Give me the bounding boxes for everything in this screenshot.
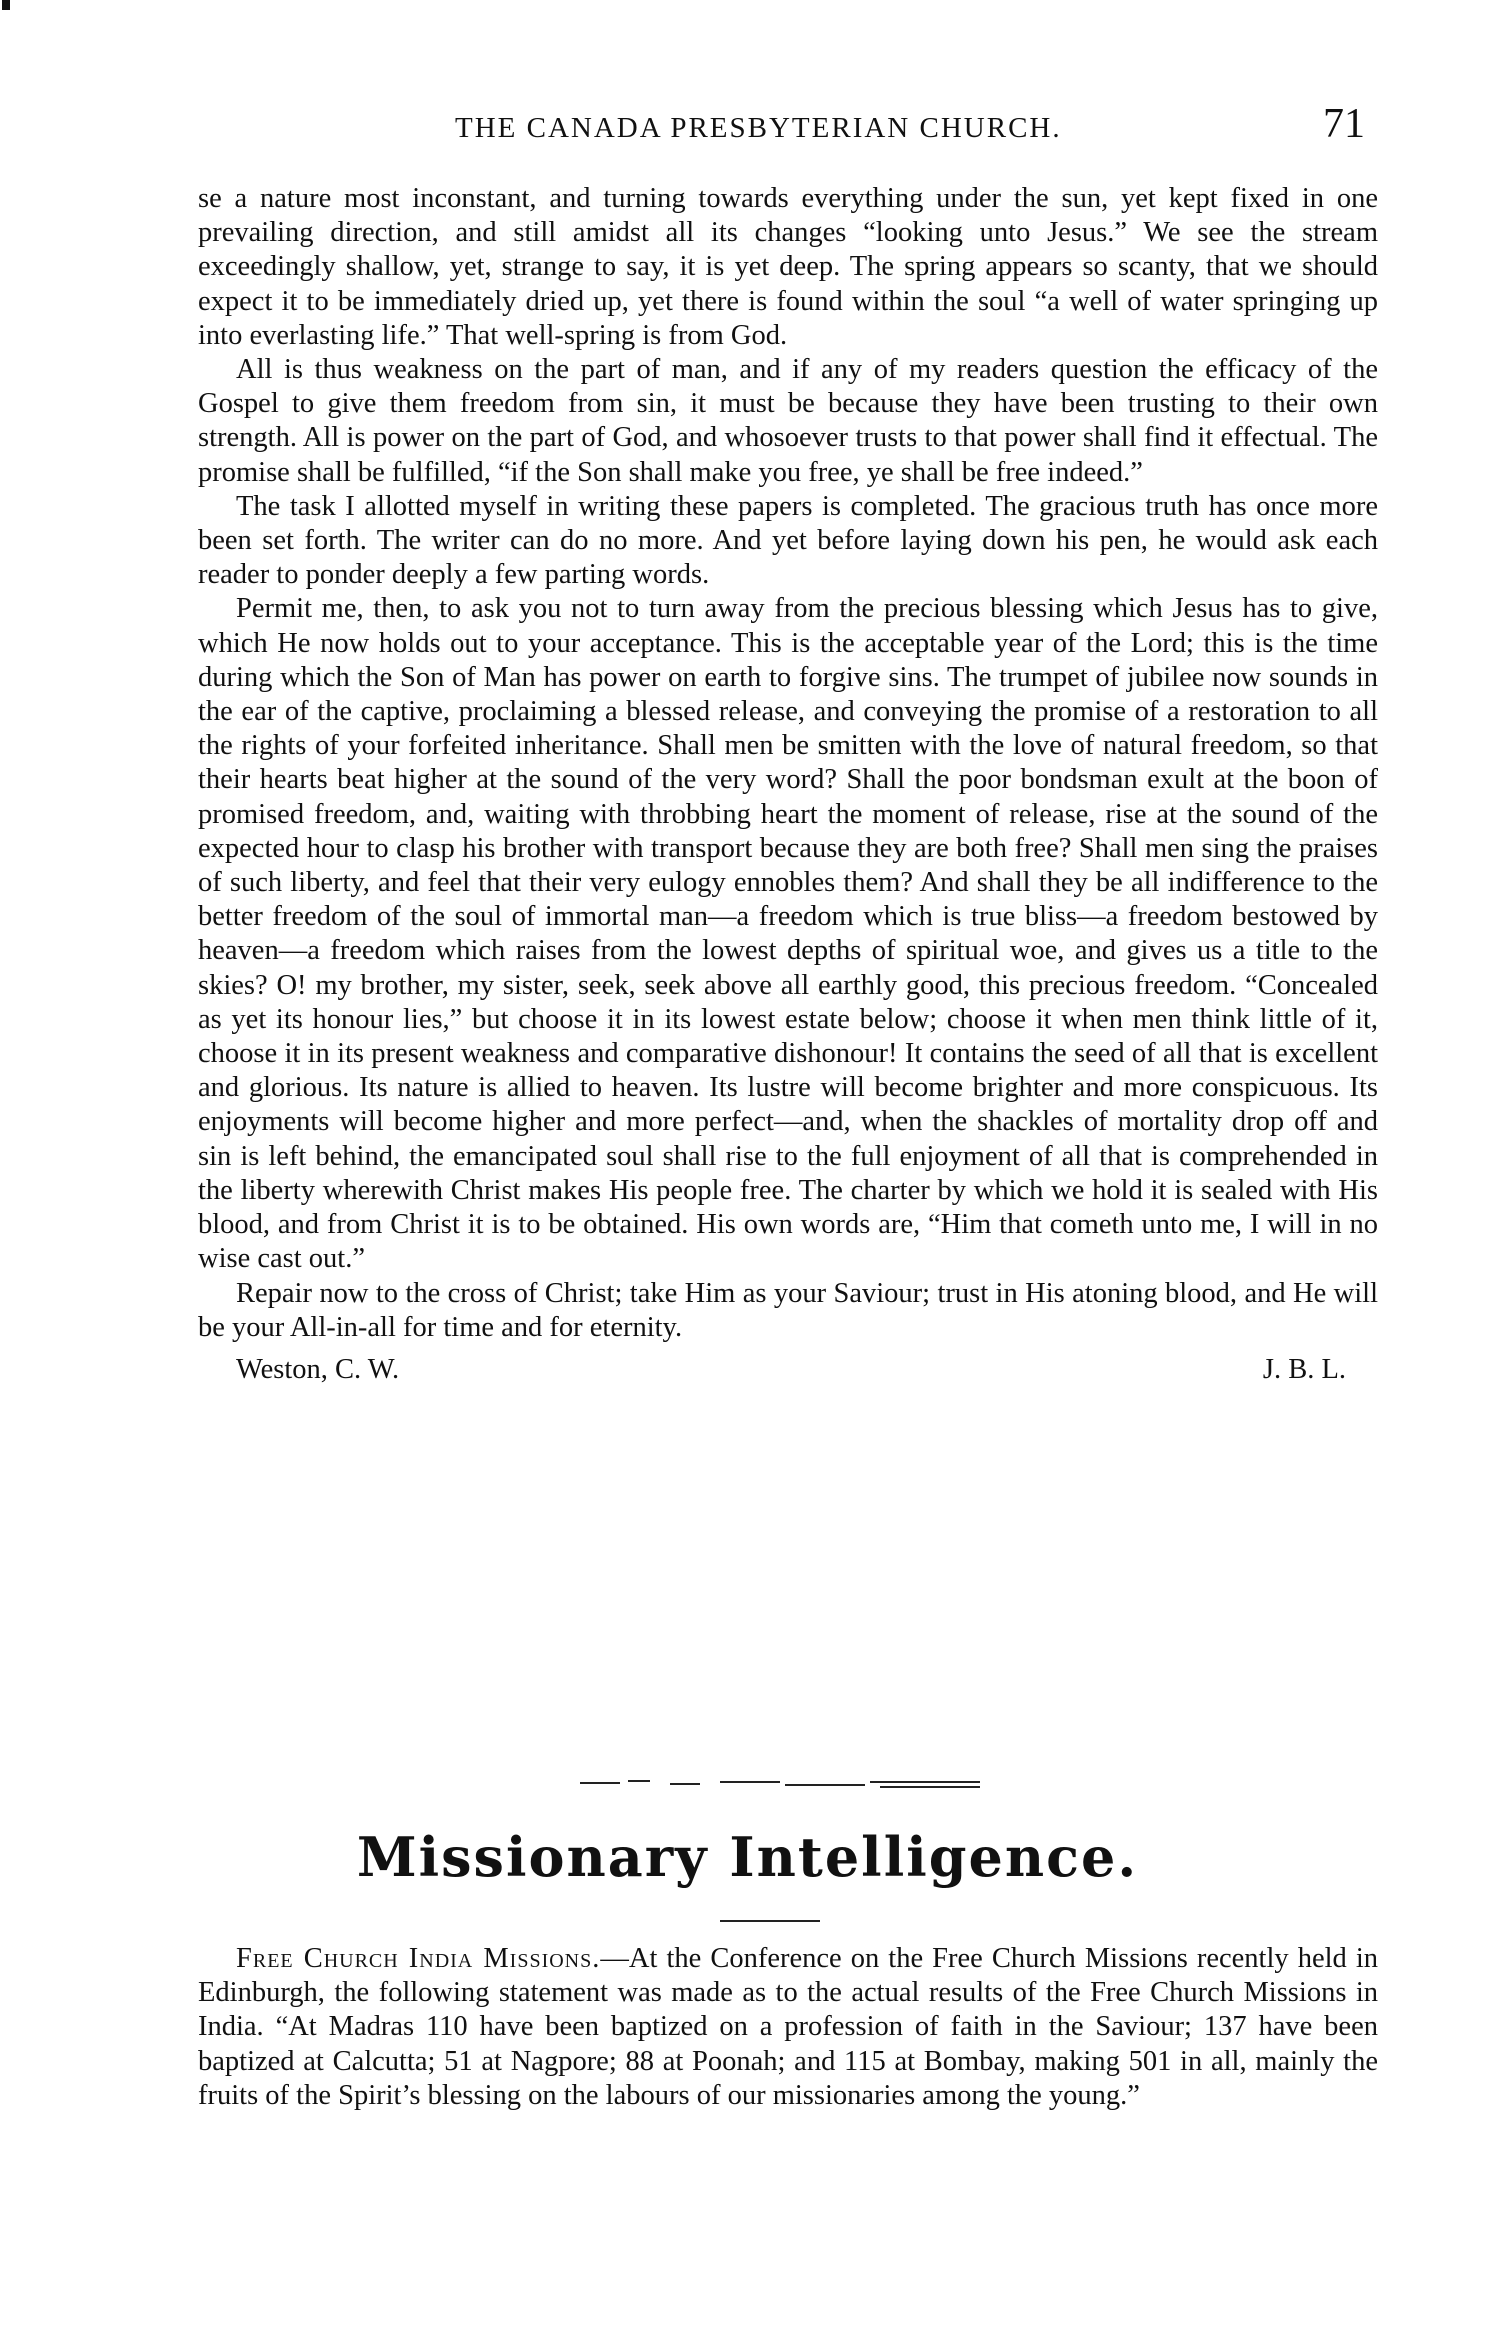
- paragraph: All is thus weakness on the part of man, and if any of my readers question the efficacy of the Gospel to give them freedom from sin, it must be because they have been trusting to their own strength. All is power on the part of God, and whosoever trusts to that power shall find it effectual. The promise shall be fulfilled, “if the Son shall make you free, ye shall be free indeed.”: [198, 354, 1378, 488]
- news-lead: Free Church India Missions.: [236, 1943, 601, 1974]
- divider-dash: [720, 1781, 780, 1783]
- signature-place: Weston, C. W.: [236, 1353, 400, 1385]
- divider-dash: [880, 1786, 980, 1788]
- signature-row: [198, 1353, 1378, 1387]
- divider-dash: [785, 1784, 865, 1786]
- signature-initials: J. B. L.: [1262, 1353, 1346, 1385]
- paragraph: The task I allotted myself in writing these papers is completed. The gracious truth has once more been set forth. The writer can do no more. And yet before laying down his pen, he would ask each reader to ponder deeply a few parting words.: [198, 490, 1378, 591]
- news-paragraph: [198, 1942, 1378, 2113]
- paragraph: Permit me, then, to ask you not to turn away from the precious blessing which Jesus has to give, which He now holds out to your acceptance. This is the acceptable year of the Lord; this is the time during which the Son of Man has power on earth to forgive sins. The trumpet of jubilee now sounds in the ear of the captive, proclaiming a blessed release, and conveying the promise of a restoration to all the rights of your forfeited inheritance. Shall men be smitten with the love of natural freedom, so that their hearts beat higher at the sound of the very word? Shall the poor bondsman exult at the boon of promised freedom, and, waiting with throbbing heart the moment of release, rise at the sound of the expected hour to clasp his brother with transport because they are both free? Shall men sing the praises of such liberty, and feel that their very eulogy ennobles them? And shall they be all indifference to the better freedom of the soul of immortal man—a freedom which is true bliss—a freedom bestowed by heaven—a freedom which raises from the lowest depths of spiritual woe, and gives us a title to the skies? O! my brother, my sister, seek, seek above all earthly good, this precious freedom. “Concealed as yet its honour lies,” but choose it in its lowest estate below; choose it when men think little of it, choose it in its present weakness and comparative dishonour! It contains the seed of all that is excellent and glorious. Its nature is allied to heaven. Its lustre will become brighter and more conspicuous. Its enjoyments will become higher and more perfect—and, when the shackles of mortality drop off and sin is left behind, the emancipated soul shall rise to the full enjoyment of all that is comprehended in the liberty wherewith Christ makes His people free. The charter by which we hold it is sealed with His blood, and from Christ it is to be obtained. His own words are, “Him that cometh unto me, I will in no wise cast out.”: [198, 593, 1378, 1275]
- divider-dash: [580, 1782, 620, 1784]
- divider-dash: [870, 1781, 980, 1783]
- divider-dash: [628, 1780, 650, 1782]
- news-body: —At the Conference on the Free Church Missions recently held in Edinburgh, the following statement was made as to the actual results of the Free Church Missions in India. “At Madras 110 have been baptized on a profession of faith in the Saviour; 137 have been baptized at Calcutta; 51 at Nagpore; 88 at Poonah; and 115 at Bombay, making 501 in all, mainly the fruits of the Spirit’s blessing on the labours of our missionaries among the young.”: [198, 1943, 1379, 2111]
- paragraph: Repair now to the cross of Christ; take Him as your Saviour; trust in His atoning blood, and He will be your All-in-all for time and for eternity.: [198, 1277, 1378, 1343]
- corner-mark: [2, 0, 10, 10]
- section-title: Missionary Intelligence.: [356, 1825, 1139, 1889]
- news-item: [198, 1942, 1378, 2113]
- running-title: THE CANADA PRESBYTERIAN CHURCH.: [455, 112, 1062, 144]
- page-number: 71: [1323, 101, 1365, 147]
- article-body: [198, 182, 1378, 1387]
- divider-dash: [670, 1783, 700, 1785]
- section-divider: [580, 1778, 1000, 1792]
- paragraph: se a nature most inconstant, and turning towards everything under the sun, yet kept fixed in one prevailing direction, and still amidst all its changes “looking unto Jesus.” We see the stream exceedingly shallow, yet, strange to say, it is yet deep. The spring appears so scanty, that we should expect it to be immediately dried up, yet there is found within the soul “a well of water springing up into everlasting life.” That well-spring is from God.: [198, 183, 1378, 351]
- title-rule: [720, 1920, 820, 1922]
